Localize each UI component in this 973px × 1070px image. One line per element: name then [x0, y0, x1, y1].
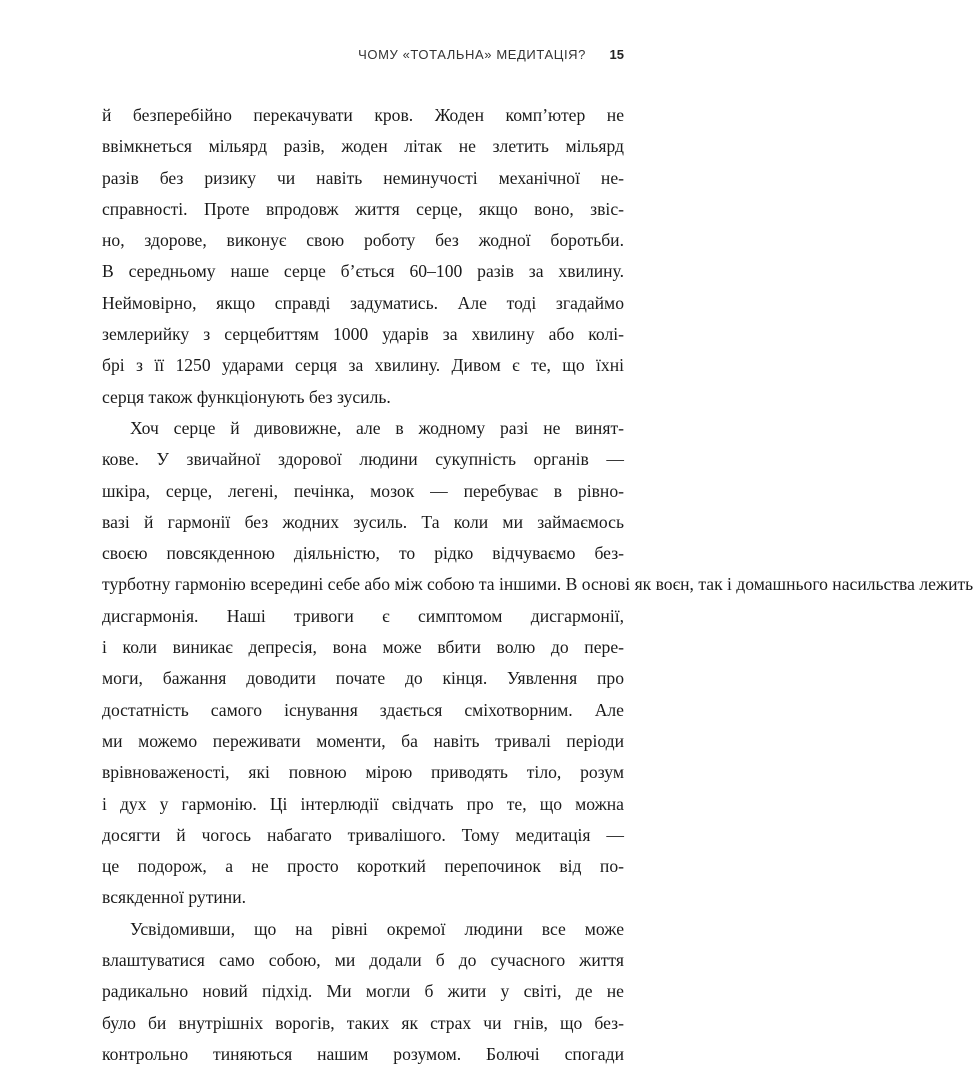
text-line: разів без ризику чи навіть неминучості механічної не-: [102, 167, 624, 188]
text-line: й безперебійно перекачувати кров. Жоден комп’ютер не: [102, 105, 624, 125]
page-number: 15: [609, 47, 624, 62]
text-line: досягти й чогось набагато тривалішого. Тому медитація —: [102, 824, 624, 845]
text-line: справності. Проте впродовж життя серце, якщо воно, звіс-: [102, 198, 624, 219]
text-line: но, здорове, виконує свою роботу без жодної боротьби.: [102, 230, 624, 251]
text-line: і коли виникає депресія, вона може вбити волю до пере-: [102, 637, 624, 658]
book-page: [102, 0, 973, 1064]
text-line: всякденної рутини.: [102, 887, 247, 908]
text-line: турботну гармонію всередині себе або між собою та іншими. В основі як воєн, так і домашнього насильства лежить: [102, 574, 973, 595]
text-line: дисгармонія. Наші тривоги є симптомом дисгармонії,: [102, 605, 624, 626]
body-text: [102, 100, 973, 1070]
text-line: контрольно тиняються нашим розумом. Болючі спогади: [102, 1043, 624, 1064]
text-line: ми можемо переживати моменти, ба навіть тривалі періоди: [102, 730, 624, 751]
text-line: ввімкнеться мільярд разів, жоден літак не злетить мільярд: [102, 136, 624, 157]
text-line: Хоч серце й дивовижне, але в жодному разі не винят-: [130, 417, 624, 438]
text-line: врівноваженості, які повною мірою приводять тіло, розум: [102, 762, 624, 783]
text-line: Усвідомивши, що на рівні окремої людини все може: [130, 918, 624, 939]
chapter-title: ЧОМУ «ТОТАЛЬНА» МЕДИТАЦІЯ?: [358, 47, 586, 62]
text-line: достатність самого існування здається сміхотворним. Але: [102, 699, 624, 720]
running-header: [102, 47, 624, 67]
text-line: В середньому наше серце б’ється 60–100 разів за хвилину.: [102, 261, 624, 282]
text-line: це подорож, а не просто короткий перепочинок від по-: [102, 856, 624, 877]
text-line: землерийку з серцебиттям 1000 ударів за хвилину або колі-: [102, 324, 624, 345]
text-line: влаштуватися само собою, ми додали б до сучасного життя: [102, 950, 624, 971]
text-line: радикально новий підхід. Ми могли б жити у світі, де не: [102, 981, 624, 1002]
text-line: кове. У звичайної здорової людини сукупність органів —: [102, 449, 624, 470]
text-line: моги, бажання доводити почате до кінця. Уявлення про: [102, 668, 624, 689]
text-line: і дух у гармонію. Ці інтерлюдії свідчать про те, що можна: [102, 793, 624, 814]
text-line: своєю повсякденною діяльністю, то рідко відчуваємо без-: [102, 543, 624, 564]
text-line: Неймовірно, якщо справді задуматись. Але тоді згадаймо: [102, 292, 624, 313]
text-line: шкіра, серце, легені, печінка, мозок — перебуває в рівно-: [102, 480, 624, 501]
text-line: брі з її 1250 ударами серця за хвилину. Дивом є те, що їхні: [102, 355, 624, 376]
text-line: серця також функціонують без зусиль.: [102, 386, 391, 407]
text-line: було би внутрішніх ворогів, таких як страх чи гнів, що без-: [102, 1012, 624, 1033]
text-line: вазі й гармонії без жодних зусиль. Та коли ми займаємось: [102, 511, 624, 532]
